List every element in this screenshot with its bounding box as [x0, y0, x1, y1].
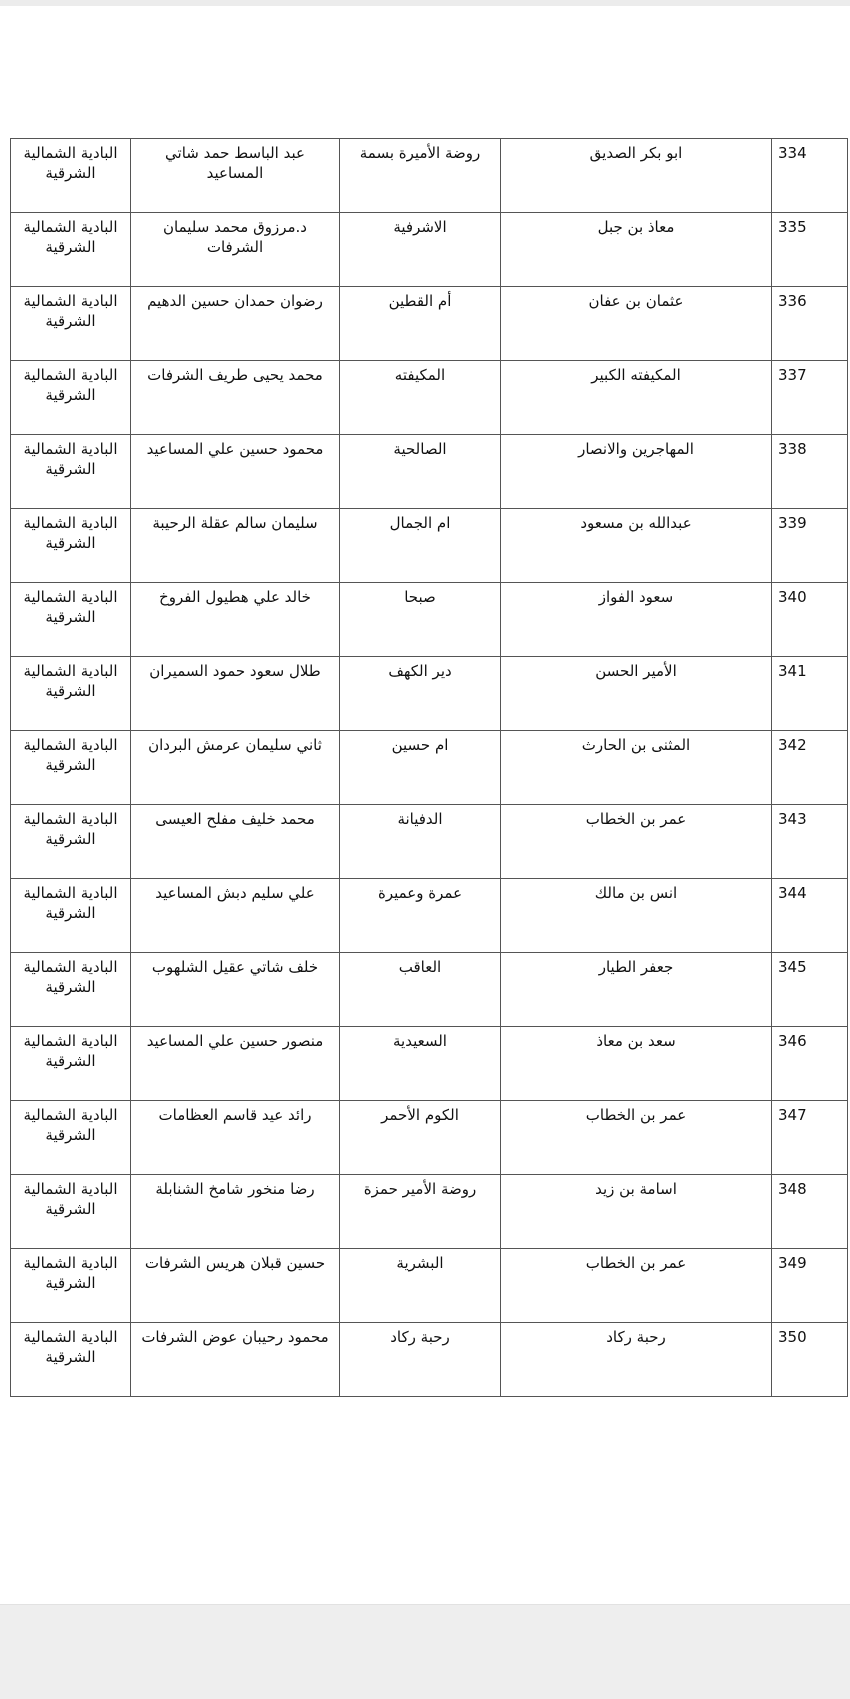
area-cell: ام حسين — [340, 731, 501, 805]
region-cell: البادية الشمالية الشرقية — [11, 213, 131, 287]
number-cell: 344 — [772, 879, 848, 953]
school-cell: اسامة بن زيد — [501, 1175, 772, 1249]
table-row — [11, 287, 848, 361]
number-cell: 336 — [772, 287, 848, 361]
person-cell: محمود رحيبان عوض الشرفات — [131, 1323, 340, 1397]
person-cell: علي سليم دبش المساعيد — [131, 879, 340, 953]
school-cell: عثمان بن عفان — [501, 287, 772, 361]
person-cell: خالد علي هطيول الفروخ — [131, 583, 340, 657]
bottom-bar — [0, 1604, 850, 1699]
person-cell: طلال سعود حمود السميران — [131, 657, 340, 731]
table-row — [11, 361, 848, 435]
number-cell: 335 — [772, 213, 848, 287]
area-cell: أم القطين — [340, 287, 501, 361]
school-cell: المكيفته الكبير — [501, 361, 772, 435]
person-cell: رضا منخور شامخ الشنابلة — [131, 1175, 340, 1249]
table-row — [11, 879, 848, 953]
school-cell: معاذ بن جبل — [501, 213, 772, 287]
area-cell: الاشرفية — [340, 213, 501, 287]
table-row — [11, 953, 848, 1027]
table-row — [11, 1027, 848, 1101]
region-cell: البادية الشمالية الشرقية — [11, 435, 131, 509]
area-cell: الصالحية — [340, 435, 501, 509]
region-cell: البادية الشمالية الشرقية — [11, 509, 131, 583]
number-cell: 348 — [772, 1175, 848, 1249]
region-cell: البادية الشمالية الشرقية — [11, 1027, 131, 1101]
school-cell: عمر بن الخطاب — [501, 1101, 772, 1175]
table-row — [11, 657, 848, 731]
person-cell: ثاني سليمان عرمش البردان — [131, 731, 340, 805]
area-cell: روضة الأميرة بسمة — [340, 139, 501, 213]
number-cell: 334 — [772, 139, 848, 213]
table-row — [11, 1101, 848, 1175]
school-cell: الأمير الحسن — [501, 657, 772, 731]
table-row — [11, 583, 848, 657]
table-row — [11, 435, 848, 509]
region-cell: البادية الشمالية الشرقية — [11, 731, 131, 805]
area-cell: صبحا — [340, 583, 501, 657]
area-cell: روضة الأمير حمزة — [340, 1175, 501, 1249]
area-cell: المكيفته — [340, 361, 501, 435]
region-cell: البادية الشمالية الشرقية — [11, 1175, 131, 1249]
school-cell: جعفر الطيار — [501, 953, 772, 1027]
area-cell: الكوم الأحمر — [340, 1101, 501, 1175]
number-cell: 343 — [772, 805, 848, 879]
number-cell: 338 — [772, 435, 848, 509]
school-cell: سعد بن معاذ — [501, 1027, 772, 1101]
person-cell: منصور حسين علي المساعيد — [131, 1027, 340, 1101]
school-cell: رحبة ركاد — [501, 1323, 772, 1397]
person-cell: سليمان سالم عقلة الرحيبة — [131, 509, 340, 583]
school-cell: عبدالله بن مسعود — [501, 509, 772, 583]
region-cell: البادية الشمالية الشرقية — [11, 953, 131, 1027]
person-cell: رائد عيد قاسم العظامات — [131, 1101, 340, 1175]
number-cell: 345 — [772, 953, 848, 1027]
area-cell: ام الجمال — [340, 509, 501, 583]
school-cell: المهاجرين والانصار — [501, 435, 772, 509]
person-cell: رضوان حمدان حسين الدهيم — [131, 287, 340, 361]
area-cell: دير الكهف — [340, 657, 501, 731]
region-cell: البادية الشمالية الشرقية — [11, 139, 131, 213]
area-cell: عمرة وعميرة — [340, 879, 501, 953]
number-cell: 350 — [772, 1323, 848, 1397]
table-row — [11, 139, 848, 213]
schools-table-body — [11, 139, 848, 1397]
table-row — [11, 213, 848, 287]
area-cell: البشرية — [340, 1249, 501, 1323]
school-cell: عمر بن الخطاب — [501, 805, 772, 879]
person-cell: خلف شاتي عقيل الشلهوب — [131, 953, 340, 1027]
table-row — [11, 1175, 848, 1249]
number-cell: 342 — [772, 731, 848, 805]
area-cell: الدفيانة — [340, 805, 501, 879]
area-cell: العاقب — [340, 953, 501, 1027]
person-cell: د.مرزوق محمد سليمان الشرفات — [131, 213, 340, 287]
number-cell: 341 — [772, 657, 848, 731]
table-row — [11, 509, 848, 583]
table-row — [11, 1323, 848, 1397]
school-cell: عمر بن الخطاب — [501, 1249, 772, 1323]
school-cell: ابو بكر الصديق — [501, 139, 772, 213]
school-cell: انس بن مالك — [501, 879, 772, 953]
number-cell: 349 — [772, 1249, 848, 1323]
number-cell: 337 — [772, 361, 848, 435]
table-row — [11, 1249, 848, 1323]
school-cell: المثنى بن الحارث — [501, 731, 772, 805]
region-cell: البادية الشمالية الشرقية — [11, 805, 131, 879]
region-cell: البادية الشمالية الشرقية — [11, 879, 131, 953]
region-cell: البادية الشمالية الشرقية — [11, 287, 131, 361]
schools-table — [10, 138, 848, 1397]
table-row — [11, 731, 848, 805]
person-cell: عبد الباسط حمد شاتي المساعيد — [131, 139, 340, 213]
person-cell: محمد يحيى طريف الشرفات — [131, 361, 340, 435]
person-cell: محمد خليف مفلح العيسى — [131, 805, 340, 879]
area-cell: رحبة ركاد — [340, 1323, 501, 1397]
number-cell: 340 — [772, 583, 848, 657]
number-cell: 347 — [772, 1101, 848, 1175]
area-cell: السعيدية — [340, 1027, 501, 1101]
table-row — [11, 805, 848, 879]
number-cell: 346 — [772, 1027, 848, 1101]
region-cell: البادية الشمالية الشرقية — [11, 1323, 131, 1397]
region-cell: البادية الشمالية الشرقية — [11, 657, 131, 731]
region-cell: البادية الشمالية الشرقية — [11, 361, 131, 435]
number-cell: 339 — [772, 509, 848, 583]
region-cell: البادية الشمالية الشرقية — [11, 583, 131, 657]
person-cell: محمود حسين علي المساعيد — [131, 435, 340, 509]
region-cell: البادية الشمالية الشرقية — [11, 1249, 131, 1323]
person-cell: حسين قبلان هريس الشرفات — [131, 1249, 340, 1323]
school-cell: سعود الفواز — [501, 583, 772, 657]
region-cell: البادية الشمالية الشرقية — [11, 1101, 131, 1175]
